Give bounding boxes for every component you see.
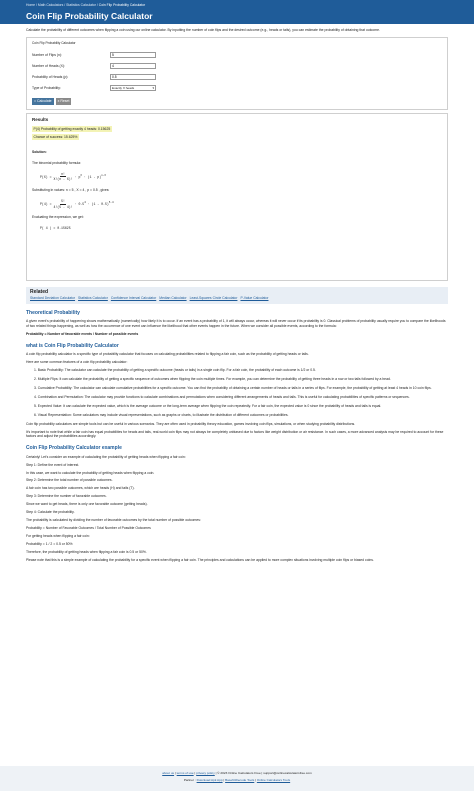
example-line: In this case, we want to calculate the probability of getting heads when flipping a coin.: [26, 470, 155, 475]
example-line: Probability = Number of Favorable Outcomes / Total Number of Possible Outcomes: [26, 526, 151, 531]
page-header: [0, 0, 474, 24]
feature-item: 3. Cumulative Probability: The calculator can calculate cumulative probabilities for a specific outcome. You can find the probability of obtaining a certain number of heads or tails in a series of flips. For example, the probability of getting at least 4 heads in 10 coin flips.: [34, 385, 432, 390]
type-row: [32, 83, 442, 94]
example-line: Since we want to get heads, there is only one favorable outcome (getting heads).: [26, 502, 148, 507]
results-panel: [26, 113, 448, 281]
example-line: For getting heads when flipping a fair coin:: [26, 534, 90, 539]
footer-row-2: Partner : Download Apk App | Base64Decode Tools | Online Calculators Tools: [183, 778, 291, 783]
intro-text: Calculate the probability of different outcomes when flipping a coin using our online calculator. By inputting the number of coin flips and the desired outcome (e.g., heads or tails), you can estimate the probability of obtaining that outcome.: [26, 28, 380, 32]
feature-item: 5. Expected Value: It can calculate the expected value, which is the average outcome or the long-term average when flipping the coin repeatedly. For a fair coin, the expected value is 0 since the probability of heads and tails is equal.: [34, 403, 382, 408]
heads-label: Number of Heads (X):: [32, 63, 65, 68]
calculate-button[interactable]: = Calculate: [34, 99, 52, 104]
footer-link-tools[interactable]: Online Calculators Tools: [256, 778, 291, 783]
what-is-para: Coin flip probability calculators are simple tools but can be useful in various scenarios. They are often used in probability theory education, games involving coin flips, simulations, or when studying probability distributions.: [26, 421, 356, 426]
results-heading: Results: [32, 116, 49, 122]
solution-heading: Solution:: [32, 149, 47, 154]
example-line: The probability is calculated by dividing the number of favorable outcomes by the total number of possible outcomes:: [26, 518, 201, 523]
result-probability: P(4) Probability of getting exactly 4 heads: 0.15625: [33, 126, 111, 131]
flips-input[interactable]: [110, 52, 156, 58]
footer-email: support@onlinecalculatorsfree.com: [263, 771, 312, 775]
example-line: Therefore, the probability of getting heads when flipping a fair coin is 0.5 or 50%.: [26, 549, 147, 554]
prob-row: [32, 72, 442, 83]
related-links: [30, 296, 444, 301]
binomial-text: The binomial probability formula:: [32, 160, 81, 165]
what-is-features-intro: Here are some common features of a coin flip probability calculator:: [26, 360, 128, 365]
what-is-para: A coin flip probability calculator is a specific type of probability calculator that focuses on calculating probabilities related to flipping a fair coin, such as the probability of getting heads or tails.: [26, 352, 309, 357]
related-link[interactable]: Median Calculator: [159, 295, 187, 300]
theoretical-heading: Theoretical Probability: [26, 309, 80, 316]
example-section: [26, 445, 448, 562]
form-buttons: [32, 98, 442, 105]
footer-row-1: about us | terms of use | privacy policy | © 2023 Online Calculators Free | support@onlinecalculatorsfree.com: [162, 771, 312, 775]
final-result: P( 4 ) = 0.15625: [40, 226, 71, 231]
feature-item: 1. Basic Probability: The calculator can calculate the probability of getting a specific outcome (heads or tails) in a single coin flip. For a fair coin, the probability of each outcome is 1/2 or 0.5.: [34, 367, 316, 372]
heads-input[interactable]: [110, 63, 156, 69]
main-content: [0, 24, 474, 563]
page-title: Coin Flip Probability Calculator: [26, 10, 153, 21]
feature-item: 4. Combination and Permutation: The calculator may provide functions to calculate combinations and permutations when considering different arrangements of heads and tails. This is useful for calculating probabilities of specific patterns or sequences.: [34, 394, 410, 399]
related-link[interactable]: Least-Squares Circle Calculator: [189, 295, 238, 300]
theoretical-formula: Probability = Number of favorable events / Number of possible events: [26, 331, 139, 336]
substituting-text: Substituting in values: n = 5 , X = 4 , p = 0.5 , gives:: [32, 188, 110, 193]
type-select[interactable]: [110, 85, 156, 91]
page-footer: [0, 766, 474, 791]
footer-copyright: © 2023 Online Calculators Free: [217, 771, 261, 775]
breadcrumb-statistics[interactable]: Statistics Calculator: [66, 3, 96, 7]
heads-row: [32, 61, 442, 72]
example-line: Step 1: Define the event of interest.: [26, 462, 80, 467]
substituted-formula: P(4) = $\frac{5!}{4!(5 - 4)!}$ · $0.5^4 \cdot (1 - 0.5)^{5-4}$: [40, 199, 114, 209]
theoretical-para: A given event's probability of happening shows mathematically (numerically) how likely it is to occur. If an event has a probability of 1, it will always occur, whereas it will never occur if its probability is 0. Classical problems of probability usually require you to compare the likelihoods of two related things happening, as well as how the occurrence of one event can influence the likelihood that other events happen in the future. When we consider all possible events, according to the formula:: [26, 319, 446, 328]
footer-link-about[interactable]: about us: [162, 771, 175, 775]
related-link[interactable]: Confidence Interval Calculator: [110, 295, 157, 300]
breadcrumb-math[interactable]: Math Calculators: [37, 3, 64, 7]
breadcrumb-home[interactable]: Home: [26, 3, 36, 7]
footer-link-apk[interactable]: Download Apk App: [196, 778, 223, 783]
type-select-value: Exactly X heads: [112, 85, 135, 90]
prob-input[interactable]: [110, 74, 156, 80]
example-line: Certainly! Let's consider an example of calculating the probability of getting heads when flipping a fair coin:: [26, 454, 186, 459]
binomial-formula: P(X) = $\frac{n!}{X!(n - X)!}$ · $p^X \cdot (1 - p)^{n-X}$: [40, 171, 106, 182]
related-link[interactable]: P-Value Calculator: [240, 295, 269, 300]
example-line: A fair coin has two possible outcomes, which are heads (H) and tails (T).: [26, 486, 135, 491]
breadcrumb: Home / Math Calculators / Statistics Calculator / Coin Flip Probability Calculator: [26, 3, 146, 7]
example-line: Step 2: Determine the total number of possible outcomes.: [26, 478, 113, 483]
result-chance: Chance of success: 15.625%: [33, 134, 78, 139]
footer-partner-label: Partner :: [183, 778, 196, 783]
example-line: Please note that this is a simple example of calculating the probability for a specific event when flipping a fair coin. The principles and calculations can be applied to more complex situations involving multiple coin flips or biased coins.: [26, 557, 374, 562]
example-heading: Coin Flip Probability Calculator example: [26, 445, 122, 452]
what-is-para: It's important to note that while a fair coin has equal probabilities for heads and tails, real-world coin flips may not always be completely unbiased due to factors like weight distribution or air resistance. In such cases, a more advanced analysis may be required to account for these factors and adjust the probabilities accordingly.: [26, 429, 444, 439]
form-legend: Coin Flip Probability Calculator: [32, 40, 76, 45]
breadcrumb-current: Coin Flip Probability Calculator: [98, 3, 146, 7]
feature-item: 6. Visual Representation: Some calculators may include visual representations, such as graphs or charts, to illustrate the distribution of different outcomes or probabilities.: [34, 412, 289, 417]
related-section: [26, 287, 448, 304]
what-is-heading: what is Coin Flip Probability Calculator: [26, 342, 119, 349]
example-line: Step 3: Determine the number of favorable outcomes.: [26, 494, 107, 499]
example-line: Step 4: Calculate the probability.: [26, 510, 75, 515]
evaluating-text: Evaluating the expression, we get:: [32, 215, 84, 220]
related-link[interactable]: Statistics Calculator: [78, 295, 108, 300]
footer-link-privacy[interactable]: privacy policy: [196, 771, 215, 775]
flips-label: Number of Flips (n):: [32, 52, 62, 57]
feature-item: 2. Multiple Flips: It can calculate the probability of getting a specific sequence of outcomes when flipping the coin multiple times. For example, you can determine the probability of getting three heads in a row or two tails followed by a head.: [34, 376, 391, 381]
related-link[interactable]: Standard Deviation Calculator: [30, 295, 76, 300]
footer-link-base64[interactable]: Base64Decode Tools: [225, 778, 255, 783]
chevron-down-icon: ▾: [152, 85, 154, 90]
reset-button[interactable]: x Reset: [57, 99, 70, 104]
calculator-form: [26, 37, 448, 110]
example-line: Probability = 1 / 2 = 0.5 or 50%: [26, 541, 73, 546]
related-heading: Related: [30, 288, 49, 295]
type-label: Type of Probability:: [32, 85, 61, 90]
prob-label: Probability of Heads (p):: [32, 74, 69, 79]
flips-row: [32, 50, 442, 61]
footer-link-terms[interactable]: terms of use: [176, 771, 194, 775]
